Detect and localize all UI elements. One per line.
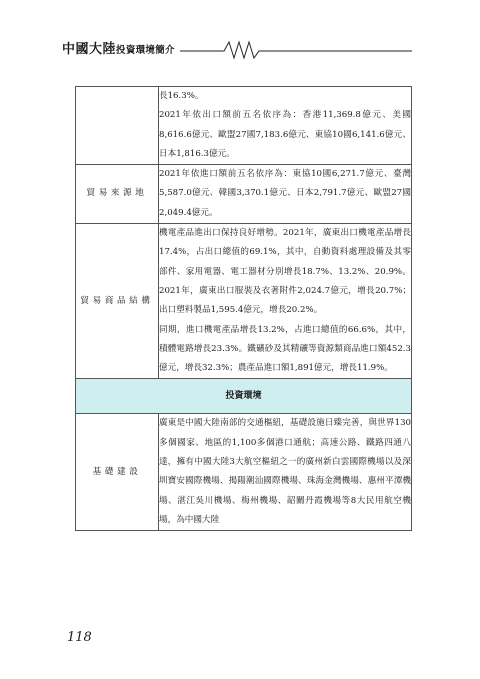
row-label: 基礎建設 xyxy=(76,414,159,531)
row-label: 貿易商品結構 xyxy=(76,224,159,379)
paragraph: 機電產品進出口保持良好增勢。2021年，廣東出口機電產品增長17.4%，占出口總值的69.1%，其中，自動資料處理設備及其零部件、家用電器、電工器材分別增長18.7%、13.2%、20.9%。2021年，廣東出口服裝及衣著附件2,024.7億元，增長20.7%；出口塑料製品1,595.4億元，增長20.2%。 xyxy=(159,228,411,316)
row-label xyxy=(76,87,159,165)
paragraph: 2021年依出口額前五名依序為：香港11,369.8億元、美國8,616.6億元、歐盟27國7,183.6億元、東協10國6,141.6億元、日本1,816.3億元。 xyxy=(159,110,411,159)
row-label: 貿易來源地 xyxy=(76,165,159,224)
header-heartbeat-line xyxy=(62,38,422,60)
header-title-sub: 投資環境簡介 xyxy=(116,45,175,56)
page-number: 118 xyxy=(67,630,92,645)
row-content xyxy=(159,87,412,165)
header-title-main: 中國大陸 xyxy=(62,42,117,57)
paragraph: 長16.3%。 xyxy=(159,91,204,101)
row-content xyxy=(159,414,412,531)
table-row xyxy=(76,165,412,224)
table-row xyxy=(76,224,412,379)
section-title: 投資環境 xyxy=(76,379,412,414)
paragraph: 廣東是中國大陸南部的交通樞紐，基礎設施日臻完善，與世界130多個國家、地區的1,100多個港口通航；高速公路、鐵路四通八達，擁有中國大陸3大航空樞紐之一的廣州新白雲國際機場以及深圳寶安國際機場、揭陽潮汕國際機場、珠海金灣機場、惠州平潭機場、湛江吳川機場、梅州機場、韶關丹霞機場等8大民用航空機場，為中國大陸 xyxy=(159,418,411,525)
table-row xyxy=(76,414,412,531)
table-row xyxy=(76,87,412,165)
section-header-row xyxy=(76,379,412,414)
row-content xyxy=(159,224,412,379)
data-table xyxy=(75,86,412,531)
page-header xyxy=(62,38,422,60)
paragraph: 2021年依進口額前五名依序為：東協10國6,271.7億元、臺灣5,587.0億元、韓國3,370.1億元、日本2,791.7億元、歐盟27國2,049.4億元。 xyxy=(159,169,411,218)
row-content xyxy=(159,165,412,224)
paragraph: 同期，進口機電產品增長13.2%，占進口總值的66.6%，其中，積體電路增長23.3%。鐵礦砂及其精礦等資源類商品進口額452.3億元，增長32.3%；農產品進口額1,891億元，增長11.9%。 xyxy=(159,324,411,374)
